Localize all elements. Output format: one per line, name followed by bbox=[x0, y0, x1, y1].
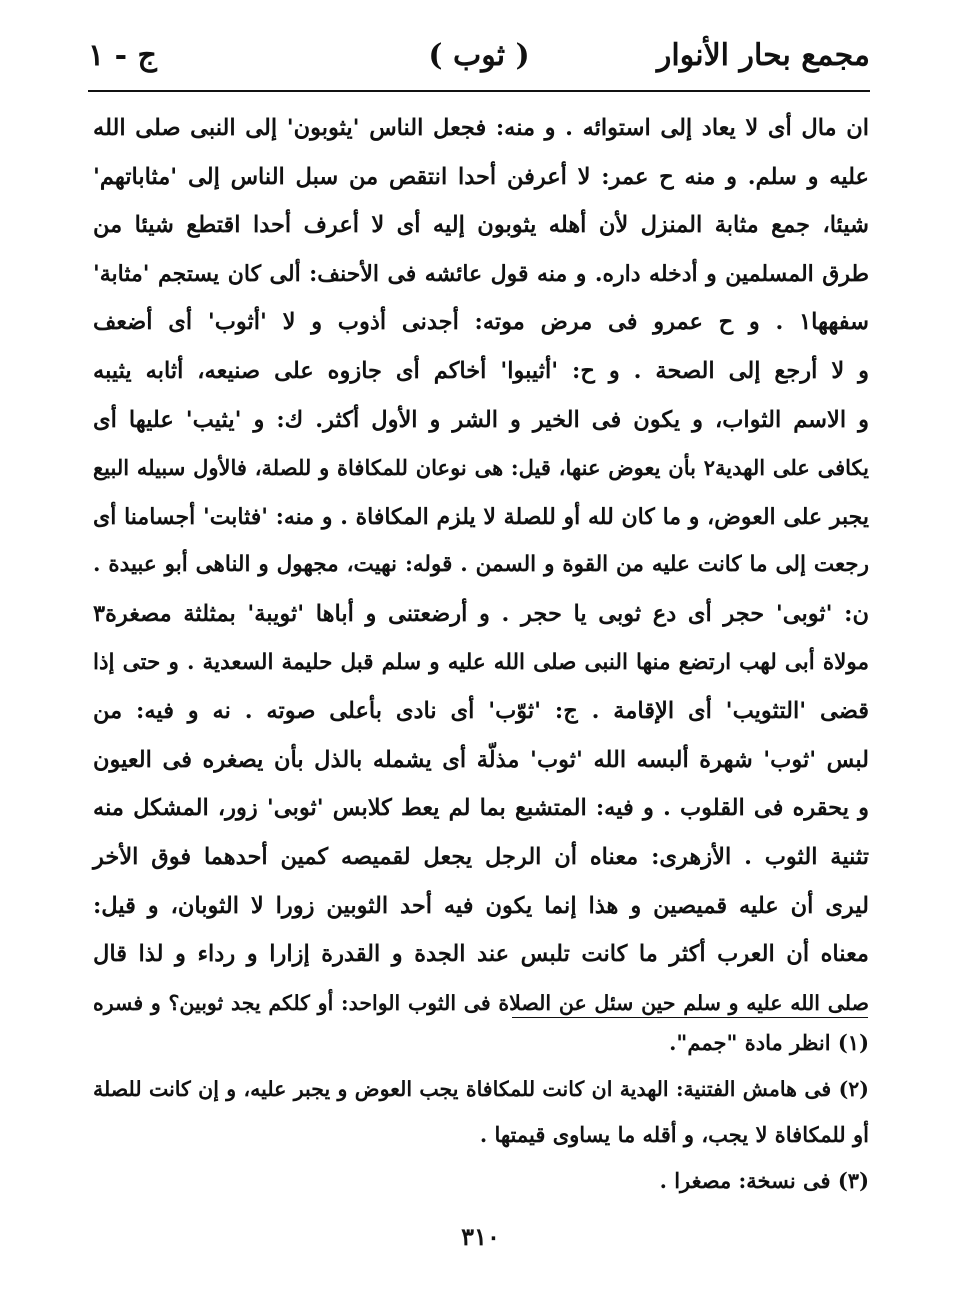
book-title: مجمع بحار الأنوار bbox=[656, 38, 870, 73]
text-line: طرق المسلمين و أدخله داره. و منه قول عائشه فى الأحنف: ألى كان يستجم 'مثابة' bbox=[93, 260, 869, 287]
text-line: ن: 'ثوبى' حجر أى دع ثوبى يا حجر . و أرضعتنى و أباها 'ثويبة' بمثلثة مصغرة٣ bbox=[93, 600, 869, 627]
text-line: لبس 'ثوب' شهرة ألبسه الله 'ثوب' مذلّة أى يشمله بالذل بأن يصغره فى العيون bbox=[93, 746, 869, 773]
footnotes bbox=[93, 1020, 869, 1204]
text-line: مولاة أبى لهب ارتضع منها النبى صلى الله عليه و سلم قبل حليمة السعدية . و حتى إذا bbox=[93, 649, 869, 675]
text-line: و لا أرجع إلى الصحة . و ح: 'أثيبوا' أخاكم أى جازوه على صنيعه، أثابه يثيبه bbox=[93, 357, 869, 384]
text-line: قضى 'التثويب' أى الإقامة . ج: 'ثوّب' أى نادى بأعلى صوته . نه و فيه: من bbox=[93, 698, 869, 725]
footnote-2: (٢) فى هامش الفتنية: الهدية ان كانت للمكافاة يجب العوض و يجبر عليه، و إن كانت للصلة bbox=[93, 1077, 869, 1101]
text-line: ليرى أن عليه قميصين و هذا إنما يكون فيه أحد الثوبين زورا لا الثوبان، و قيل: bbox=[93, 892, 869, 919]
text-line: ان مال أى لا يعاد إلى استوائه . و منه: فجعل الناس 'يثوبون' إلى النبى صلى الله bbox=[93, 115, 869, 141]
text-line: و الاسم الثواب، و يكون فى الخير و الشر و الأول أكثر. ك: و 'يثيب' عليها أى bbox=[93, 406, 869, 433]
footnote-1: (١) انظر مادة "جمم". bbox=[669, 1030, 869, 1055]
text-line: و يحقره فى القلوب . و فيه: المتشبع بما لم يعط كلابس 'ثوبى' زور، المشكل منه bbox=[93, 795, 869, 822]
page-number: ٣١٠ bbox=[461, 1222, 500, 1251]
text-line: رجعت إلى ما كانت عليه من القوة و السمن . قوله: نهيت، مجهول و الناهى أبو عبيدة . bbox=[93, 552, 869, 578]
text-line: معناه أن العرب أكثر ما كانت تلبس عند الجدة و القدرة إزارا و رداء و لذا قال bbox=[93, 941, 869, 968]
text-line: شيئا، جمع مثابة المنزل لأن أهله يثوبون إليه أى لا أعرف أحدا اقتطع شيئا من bbox=[93, 212, 869, 239]
text-line: يجبر على العوض، و ما كان لله أو للصلة لا يلزم المكافاة . و منه: 'فثابت' أجسامنا أى bbox=[93, 503, 869, 530]
text-line: صلى الله عليه و سلم حين سئل عن الصلاة فى الثوب الواحد: أو كلكم يجد ثوبين؟ و فسره bbox=[93, 990, 869, 1015]
footnote-2-continued: أو للمكافاة لا يجب، و أقله ما يساوى قيمتها . bbox=[479, 1122, 869, 1147]
page-header bbox=[88, 30, 870, 80]
header-rule bbox=[88, 90, 870, 92]
text-line: تثنية الثوب . الأزهرى: معناه أن الرجل يجعل لقميصه كمين أحدهما فوق الأخر bbox=[93, 843, 869, 870]
entry-word: ( ثوب ) bbox=[428, 38, 530, 73]
footnote-rule bbox=[512, 1017, 868, 1018]
main-text bbox=[93, 104, 869, 1027]
text-line: يكافى على الهدية٢ بأن يعوض عنها، قيل: هى نوعان للمكافاة و للصلة، فالأول سبيله البيع bbox=[93, 455, 870, 481]
text-line: عليه و سلم. و منه ح عمر: لا أعرفن أحدا انتقص من سبل الناس إلى 'مثاباتهم' bbox=[93, 163, 869, 190]
volume-number: ج - ١ bbox=[88, 38, 157, 73]
footnote-3: (٣) فى نسخة: مصغرا . bbox=[659, 1168, 869, 1193]
text-line: سفهها١ . و ح عمرو فى مرض موته: أجدنى أذوب و لا 'أثوب' أى أضعف bbox=[93, 309, 870, 336]
